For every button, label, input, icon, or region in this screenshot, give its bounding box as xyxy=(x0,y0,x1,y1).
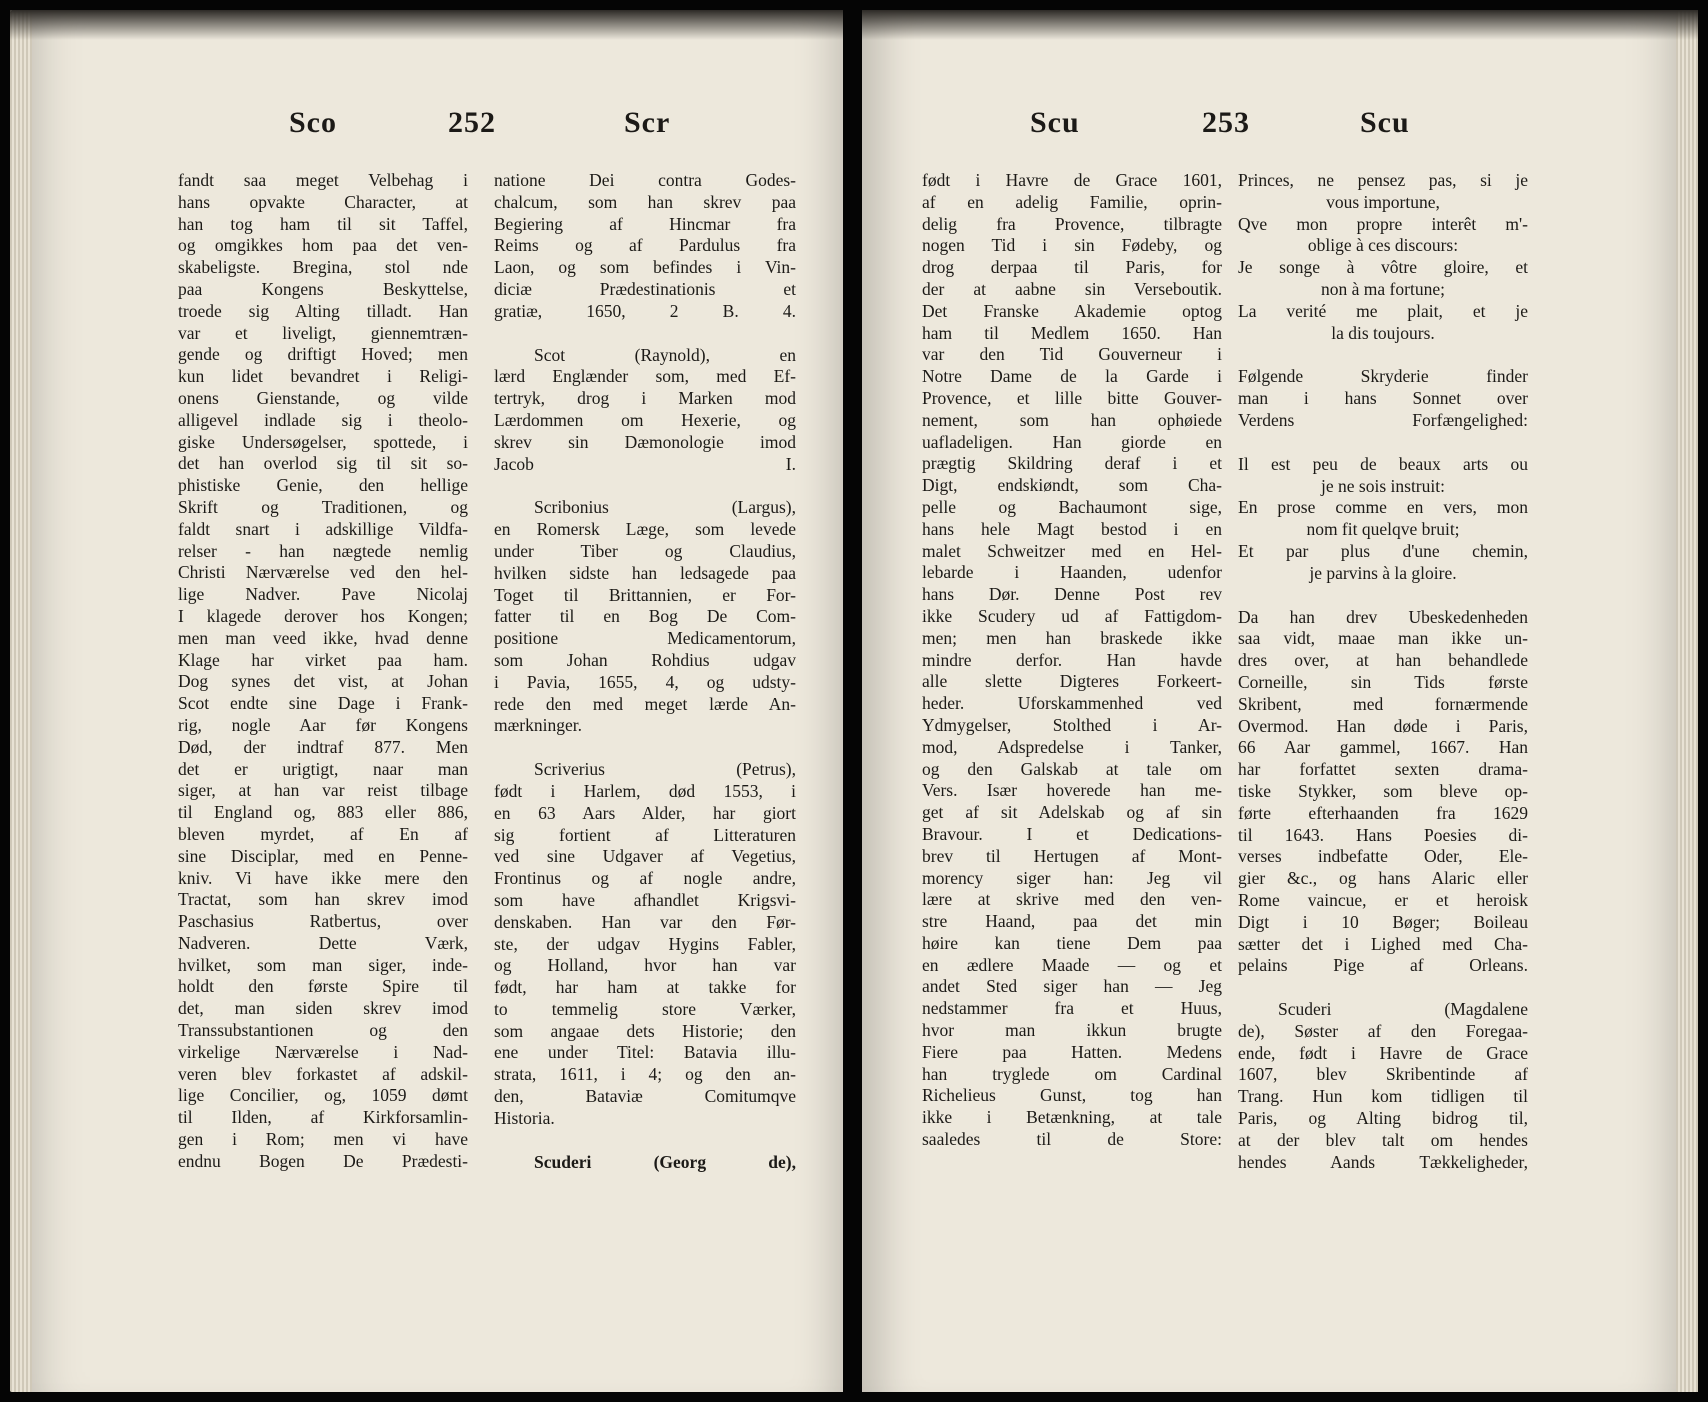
text-line: strata, 1611, i 4; og den an- xyxy=(494,1064,796,1085)
text-line: ham til Medlem 1650. Han xyxy=(922,322,1222,343)
paragraph-gap xyxy=(494,323,796,345)
text-line: lige Concilier, og, 1059 dømt xyxy=(178,1085,468,1106)
text-line: Tractat, som han skrev imod xyxy=(178,889,468,910)
text-line: af en adelig Familie, oprin- xyxy=(922,191,1222,212)
text-line: Scuderi (Georg de), xyxy=(534,1151,796,1172)
text-line: Transsubstantionen og den xyxy=(178,1020,468,1041)
text-line: delig fra Provence, tilbragte xyxy=(922,213,1222,234)
text-line: lærd Englænder som, med Ef- xyxy=(494,366,796,387)
text-line: hans opvakte Character, at xyxy=(178,191,468,212)
entry-continuation xyxy=(922,170,1222,1151)
text-line: Verdens Forfængelighed: xyxy=(1238,409,1528,430)
paragraph-gap xyxy=(494,1130,796,1152)
text-line: ste, der udgav Hygins Fabler, xyxy=(494,933,796,954)
text-line: Da han drev Ubeskedenheden xyxy=(1238,606,1528,627)
text-line: bleven myrdet, af En af xyxy=(178,823,468,844)
text-line: hendes Aands Tækkeligheder, xyxy=(1238,1151,1528,1172)
text-line: nedstammer fra et Huus, xyxy=(922,998,1222,1019)
text-line: je parvins à la gloire. xyxy=(1309,562,1457,583)
entry-continuation xyxy=(178,170,468,1173)
text-line: brev til Hertugen af Mont- xyxy=(922,845,1222,866)
text-line: Rome vaincue, er et heroisk xyxy=(1238,889,1528,910)
text-line: morency siger han: Jeg vil xyxy=(922,867,1222,888)
text-line: hans Dør. Denne Post rev xyxy=(922,584,1222,605)
text-line: oblige à ces discours: xyxy=(1307,235,1459,256)
entry-scuderi-georg-heading xyxy=(494,1152,796,1174)
text-line: Nadveren. Dette Værk, xyxy=(178,932,468,953)
text-line: Vers. Især hoverede han me- xyxy=(922,780,1222,801)
entry-scuderi-magdalene xyxy=(1238,999,1528,1173)
text-line: Et par plus d'une chemin, xyxy=(1238,540,1528,561)
text-line: rig, nogle Aar før Kongens xyxy=(178,714,468,735)
text-line: Skribent, med fornærmende xyxy=(1238,693,1528,714)
text-line: endnu Bogen De Prædesti- xyxy=(178,1150,468,1171)
text-line: Scuderi (Magdalene xyxy=(1278,999,1528,1020)
header-guide-word-first: Sco xyxy=(289,106,337,139)
left-column-2 xyxy=(494,170,796,1173)
text-line: som Johan Rohdius udgav xyxy=(494,649,796,670)
text-line: Skrift og Traditionen, og xyxy=(178,496,468,517)
text-line: relser - han nægtede nemlig xyxy=(178,540,468,561)
text-line: drog derpaa til Paris, for xyxy=(922,257,1222,278)
text-line: paa Kongens Beskyttelse, xyxy=(178,278,468,299)
text-line: Scriverius (Petrus), xyxy=(534,759,796,780)
text-line: og Holland, hvor han var xyxy=(494,955,796,976)
text-line: ene under Titel: Batavia illu- xyxy=(494,1042,796,1063)
text-line: denskaben. Han var den Før- xyxy=(494,911,796,932)
text-line: la dis toujours. xyxy=(1331,322,1435,343)
text-line: troede sig Alting tilladt. Han xyxy=(178,300,468,321)
entry-continuation xyxy=(494,170,796,323)
text-line: prægtig Skildring deraf i et xyxy=(922,453,1222,474)
text-line: og omgikkes hom paa det ven- xyxy=(178,235,468,256)
text-line: get af sit Adelskab og af sin xyxy=(922,802,1222,823)
text-line: Paris, og Alting bidrog til, xyxy=(1238,1108,1528,1129)
text-line: Overmod. Han døde i Paris, xyxy=(1238,715,1528,736)
text-line: en ædlere Maade — og et xyxy=(922,954,1222,975)
text-line: Corneille, sin Tids første xyxy=(1238,671,1528,692)
text-line: Reims og af Pardulus fra xyxy=(494,235,796,256)
paragraph-gap xyxy=(494,475,796,497)
text-line: mindre derfor. Han havde xyxy=(922,649,1222,670)
text-line: Bravour. I et Dedications- xyxy=(922,823,1222,844)
text-line: at der blev talt om hendes xyxy=(1238,1129,1528,1150)
text-line: pelle og Bachaumont sige, xyxy=(922,496,1222,517)
text-line: Dog synes det vist, at Johan xyxy=(178,671,468,692)
text-line: to temmelig store Værker, xyxy=(494,998,796,1019)
page-edge xyxy=(1676,10,1698,1392)
right-column-1 xyxy=(922,170,1222,1151)
text-line: kniv. Vi have ikke mere den xyxy=(178,867,468,888)
paragraph xyxy=(1238,607,1528,978)
text-line: men; men han braskede ikke xyxy=(922,627,1222,648)
text-line: saaledes til de Store: xyxy=(922,1129,1222,1150)
text-line: positione Medicamentorum, xyxy=(494,628,796,649)
text-line: alligevel indlade sig i theolo- xyxy=(178,409,468,430)
text-line: natione Dei contra Godes- xyxy=(494,170,796,190)
text-line: fandt saa meget Velbehag i xyxy=(178,170,468,190)
text-line: som have afhandlet Krigsvi- xyxy=(494,889,796,910)
text-line: gier &c., og hans Alaric eller xyxy=(1238,868,1528,889)
text-line: Richelieus Gunst, tog han xyxy=(922,1085,1222,1106)
text-line: Scot endte sine Dage i Frank- xyxy=(178,693,468,714)
text-line: var et liveligt, giennemtræn- xyxy=(178,322,468,343)
text-line: den, Bataviæ Comitumqve xyxy=(494,1086,796,1107)
french-verse xyxy=(1238,170,1528,344)
text-line: Scribonius (Largus), xyxy=(534,497,796,518)
left-column-1 xyxy=(178,170,468,1173)
text-line: lære at skrive med den ven- xyxy=(922,889,1222,910)
text-line: dres over, at han behandlede xyxy=(1238,650,1528,671)
page-shadow xyxy=(862,10,1698,40)
text-line: det er urigtigt, naar man xyxy=(178,758,468,779)
text-line: kun lidet bevandret i Religi- xyxy=(178,366,468,387)
text-line: Qve mon propre interêt m'- xyxy=(1238,213,1528,234)
text-line: og den Galskab at tale om xyxy=(922,758,1222,779)
text-line: Fiere paa Hatten. Medens xyxy=(922,1041,1222,1062)
text-line: ende, født i Havre de Grace xyxy=(1238,1042,1528,1063)
text-line: malet Schweitzer med en Hel- xyxy=(922,540,1222,561)
text-line: Notre Dame de la Garde i xyxy=(922,366,1222,387)
text-line: en Romersk Læge, som levede xyxy=(494,519,796,540)
header-guide-word-first: Scu xyxy=(1030,106,1080,139)
text-line: nom fit quelqve bruit; xyxy=(1306,519,1460,540)
text-line: tertryk, drog i Marken mod xyxy=(494,388,796,409)
text-line: der at aabne sin Verseboutik. xyxy=(922,278,1222,299)
text-line: hvilken sidste han ledsagede paa xyxy=(494,562,796,583)
text-line: man i hans Sonnet over xyxy=(1238,388,1528,409)
text-line: Provence, et lille bitte Gouver- xyxy=(922,387,1222,408)
text-line: var den Tid Gouverneur i xyxy=(922,344,1222,365)
text-line: født, har ham at takke for xyxy=(494,977,796,998)
entry-scriverius xyxy=(494,759,796,1130)
text-line: 66 Aar gammel, 1667. Han xyxy=(1238,737,1528,758)
text-line: de), Søster af den Foregaa- xyxy=(1238,1020,1528,1041)
text-line: saa vidt, maae man ikke un- xyxy=(1238,628,1528,649)
text-line: Princes, ne pensez pas, si je xyxy=(1238,170,1528,190)
paragraph-gap xyxy=(1238,977,1528,999)
text-line: mod, Adspredelse i Tanker, xyxy=(922,736,1222,757)
text-line: lebarde i Haanden, udenfor xyxy=(922,562,1222,583)
text-line: Christi Nærværelse ved den hel- xyxy=(178,562,468,583)
paragraph-gap xyxy=(1238,344,1528,366)
text-line: pelains Pige af Orleans. xyxy=(1238,955,1528,976)
text-line: det han overlod sig til sit so- xyxy=(178,453,468,474)
text-line: sine Disciplar, med en Penne- xyxy=(178,845,468,866)
text-line: Digt i 10 Bøger; Boileau xyxy=(1238,911,1528,932)
text-line: Toget til Brittannien, er For- xyxy=(494,584,796,605)
text-line: Ydmygelser, Stolthed i Ar- xyxy=(922,714,1222,735)
text-line: født i Harlem, død 1553, i xyxy=(494,780,796,801)
text-line: holdt den første Spire til xyxy=(178,976,468,997)
page-number: 252 xyxy=(448,106,496,139)
text-line: fatter til en Bog De Com- xyxy=(494,606,796,627)
right-column-2 xyxy=(1238,170,1528,1173)
text-line: alle slette Digteres Forkeert- xyxy=(922,671,1222,692)
text-line: men man veed ikke, hvad denne xyxy=(178,627,468,648)
text-line: under Tiber og Claudius, xyxy=(494,540,796,561)
text-line: har forfattet sexten drama- xyxy=(1238,759,1528,780)
text-line: lige Nadver. Pave Nicolaj xyxy=(178,584,468,605)
text-line: skrev sin Dæmonologie imod xyxy=(494,431,796,452)
text-line: han tog ham til sit Taffel, xyxy=(178,213,468,234)
text-line: sætter det i Lighed med Cha- xyxy=(1238,933,1528,954)
entry-scot-raynold xyxy=(494,345,796,476)
text-line: hans hele Magt bestod i en xyxy=(922,518,1222,539)
text-line: uafladeligen. Han giorde en xyxy=(922,431,1222,452)
text-line: heder. Uforskammenhed ved xyxy=(922,693,1222,714)
text-line: Følgende Skryderie finder xyxy=(1238,366,1528,387)
header-guide-word-last: Scr xyxy=(624,106,671,139)
text-line: veren blev forkastet af adskil- xyxy=(178,1063,468,1084)
text-line: til Ilden, af Kirkforsamlin- xyxy=(178,1107,468,1128)
text-line: La verité me plait, et je xyxy=(1238,300,1528,321)
right-page xyxy=(862,10,1698,1392)
page-edge xyxy=(10,10,32,1392)
text-line: Det Franske Akademie optog xyxy=(922,300,1222,321)
text-line: ikke Scudery ud af Fattigdom- xyxy=(922,605,1222,626)
text-line: virkelige Nærværelse i Nad- xyxy=(178,1041,468,1062)
text-line: hvor man ikkun brugte xyxy=(922,1020,1222,1041)
text-line: Scot (Raynold), en xyxy=(534,344,796,365)
text-line: stre Haand, paa det min xyxy=(922,911,1222,932)
text-line: ikke i Betænkning, at tale xyxy=(922,1107,1222,1128)
text-line: je ne sois instruit: xyxy=(1321,475,1445,496)
text-line: rede den med meget lærde An- xyxy=(494,693,796,714)
text-line: en 63 Aars Alder, har giort xyxy=(494,802,796,823)
text-line: Klage har virket paa ham. xyxy=(178,649,468,670)
text-line: diciæ Prædestinationis et xyxy=(494,278,796,299)
text-line: Frontinus og af nogle andre, xyxy=(494,868,796,889)
text-line: giske Undersøgelser, spottede, i xyxy=(178,431,468,452)
text-line: hvilket, som man siger, inde- xyxy=(178,954,468,975)
french-verse xyxy=(1238,454,1528,585)
text-line: født i Havre de Grace 1601, xyxy=(922,170,1222,190)
text-line: Historia. xyxy=(494,1107,555,1128)
text-line: En prose comme en vers, mon xyxy=(1238,497,1528,518)
text-line: Il est peu de beaux arts ou xyxy=(1238,453,1528,474)
text-line: chalcum, som han skrev paa xyxy=(494,191,796,212)
text-line: verses indbefatte Oder, Ele- xyxy=(1238,846,1528,867)
text-line: nement, som han ophøiede xyxy=(922,409,1222,430)
text-line: Je songe à vôtre gloire, et xyxy=(1238,257,1528,278)
text-line: gratiæ, 1650, 2 B. 4. xyxy=(494,300,796,321)
text-line: Paschasius Ratbertus, over xyxy=(178,911,468,932)
paragraph-gap xyxy=(1238,585,1528,607)
text-line: siger, at han var reist tilbage xyxy=(178,780,468,801)
text-line: phistiske Genie, den hellige xyxy=(178,475,468,496)
entry-scribonius xyxy=(494,497,796,737)
text-line: nogen Tid i sin Fødeby, og xyxy=(922,235,1222,256)
text-line: til 1643. Hans Poesies di- xyxy=(1238,824,1528,845)
text-line: vous importune, xyxy=(1326,191,1440,212)
text-line: det, man siden skrev imod xyxy=(178,998,468,1019)
text-line: andet Sted siger han — Jeg xyxy=(922,976,1222,997)
paragraph-gap xyxy=(1238,432,1528,454)
text-line: skabeligste. Bregina, stol nde xyxy=(178,257,468,278)
text-line: Begiering af Hincmar fra xyxy=(494,213,796,234)
text-line: gen i Rom; men vi have xyxy=(178,1129,468,1150)
text-line: non à ma fortune; xyxy=(1321,278,1445,299)
text-line: i Pavia, 1655, 4, og udsty- xyxy=(494,671,796,692)
text-line: han tryglede om Cardinal xyxy=(922,1063,1222,1084)
text-line: sig fortient af Litteraturen xyxy=(494,824,796,845)
page-number: 253 xyxy=(1202,106,1250,139)
paragraph-gap xyxy=(494,737,796,759)
header-guide-word-last: Scu xyxy=(1360,106,1410,139)
text-line: til England og, 883 eller 886, xyxy=(178,802,468,823)
text-line: Trang. Hun kom tidligen til xyxy=(1238,1086,1528,1107)
text-line: Laon, og som befindes i Vin- xyxy=(494,257,796,278)
text-line: gende og driftigt Hoved; men xyxy=(178,344,468,365)
text-line: tiske Stykker, som bleve op- xyxy=(1238,780,1528,801)
page-shadow xyxy=(10,10,843,40)
text-line: faldt snart i adskillige Vildfa- xyxy=(178,518,468,539)
text-line: Digt, endskiøndt, som Cha- xyxy=(922,475,1222,496)
text-line: onens Gienstande, og vilde xyxy=(178,387,468,408)
text-line: ved sine Udgaver af Vegetius, xyxy=(494,846,796,867)
text-line: Lærdommen om Hexerie, og xyxy=(494,409,796,430)
paragraph xyxy=(1238,366,1528,431)
text-line: I klagede derover hos Kongen; xyxy=(178,605,468,626)
text-line: som angaae dets Historie; den xyxy=(494,1020,796,1041)
text-line: Død, der indtraf 877. Men xyxy=(178,736,468,757)
text-line: førte efterhaanden fra 1629 xyxy=(1238,802,1528,823)
text-line: 1607, blev Skribentinde af xyxy=(1238,1064,1528,1085)
left-page xyxy=(10,10,843,1392)
text-line: Jacob I. xyxy=(494,453,796,474)
text-line: høire kan tiene Dem paa xyxy=(922,932,1222,953)
text-line: mærkninger. xyxy=(494,715,582,736)
